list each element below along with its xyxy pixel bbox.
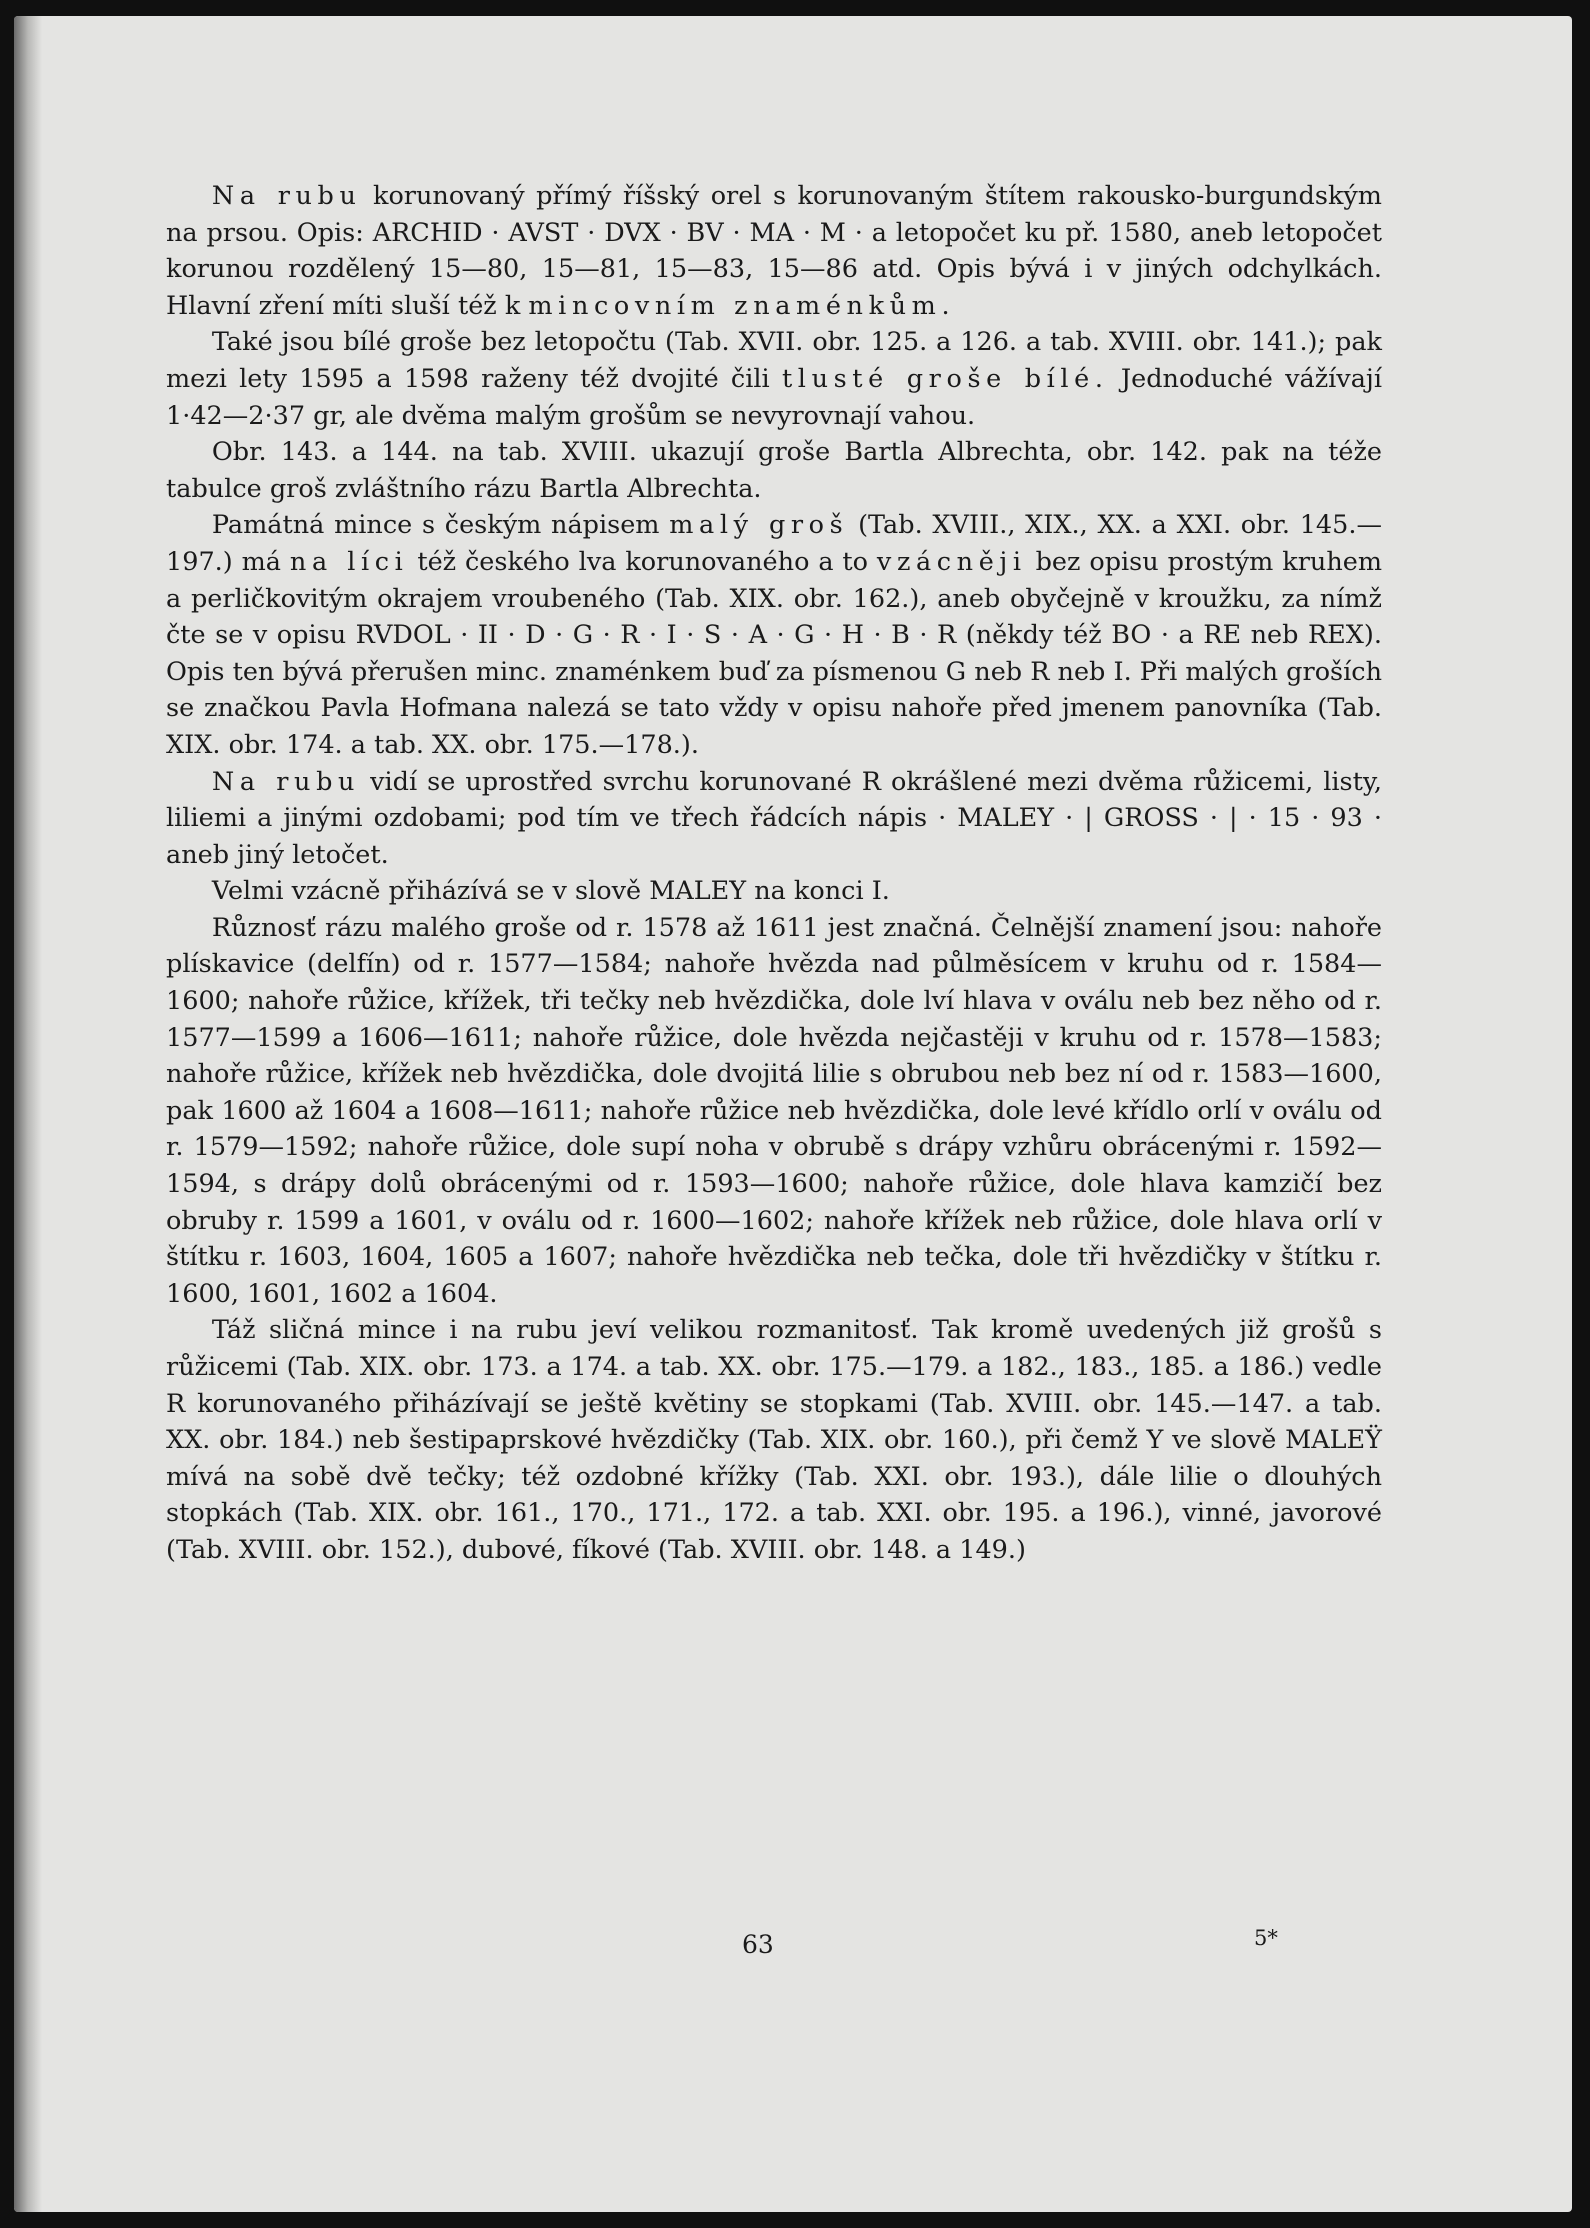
spaced-emphasis: vzácněji	[876, 546, 1027, 577]
body-text	[166, 178, 1382, 1569]
page-binding-shadow	[14, 16, 42, 2212]
book-page	[14, 16, 1572, 2212]
paragraph: Na rubu korunovaný přímý říšský orel s korunovaným štítem rakousko-burgundským na prsou. Opis: ARCHID · AVST · DVX · BV · MA · M · a letopočet ku př. 1580, aneb letopočet korunou rozdělený 15—80, 15—81, 15—83, 15—86 atd. Opis bývá i v jiných odchylkách. Hlavní zření míti sluší též k mincovním znaménkům.	[166, 181, 1382, 321]
paragraph: Památná mince s českým nápisem malý groš (Tab. XVIII., XIX., XX. a XXI. obr. 145.—197.) má na líci též českého lva korunovaného a to vzácněji bez opisu prostým kruhem a perličkovitým okrajem vroubeného (Tab. XIX. obr. 162.), aneb obyčejně v kroužku, za nímž čte se v opisu RVDOL · II · D · G · R · I · S · A · G · H · B · R (někdy též BO · a RE neb REX). Opis ten bývá přerušen minc. znaménkem buď za písmenou G neb R neb I. Při malých groších se značkou Pavla Hofmana nalezá se tato vždy v opisu nahoře před jmenem panovníka (Tab. XIX. obr. 174. a tab. XX. obr. 175.—178.).	[166, 510, 1383, 760]
paragraph: Táž sličná mince i na rubu jeví velikou rozmanitosť. Tak kromě uvedených již grošů s růžicemi (Tab. XIX. obr. 173. a 174. a tab. XX. obr. 175.—179. a 182., 183., 185. a 186.) vedle R korunovaného přiházívají se ještě květiny se stopkami (Tab. XVIII. obr. 145.—147. a tab. XX. obr. 184.) neb šestipaprskové hvězdičky (Tab. XIX. obr. 160.), při čemž Y ve slově MALEŸ mívá na sobě dvě tečky; též ozdobné křížky (Tab. XXI. obr. 193.), dále lilie o dlouhých stopkách (Tab. XIX. obr. 161., 170., 171., 172. a tab. XXI. obr. 195. a 196.), vinné, javorové (Tab. XVIII. obr. 152.), dubové, fíkové (Tab. XVIII. obr. 148. a 149.)	[166, 1315, 1382, 1565]
printer-signature-mark: 5*	[1254, 1926, 1278, 1950]
paragraph: Různosť rázu malého groše od r. 1578 až 1611 jest značná. Čelnější znamení jsou: nahoře plískavice (delfín) od r. 1577—1584; nahoře hvězda nad půlměsícem v kruhu od r. 1584—1600; nahoře růžice, křížek, tři tečky neb hvězdička, dole lví hlava v oválu neb bez něho od r. 1577—1599 a 1606—1611; nahoře růžice, dole hvězda nejčastěji v kruhu od r. 1578—1583; nahoře růžice, křížek neb hvězdička, dole dvojitá lilie s obrubou neb bez ní od r. 1583—1600, pak 1600 až 1604 a 1608—1611; nahoře růžice neb hvězdička, dole levé křídlo orlí v oválu od r. 1579—1592; nahoře růžice, dole supí noha v obrubě s drápy vzhůru obrácenými r. 1592—1594, s drápy dolů obrácenými od r. 1593—1600; nahoře růžice, dole hlava kamzičí bez obruby r. 1599 a 1601, v oválu od r. 1600—1602; nahoře křížek neb růžice, dole hlava orlí v štítku r. 1603, 1604, 1605 a 1607; nahoře hvězdička neb tečka, dole tři hvězdičky v štítku r. 1600, 1601, 1602 a 1604.	[166, 912, 1382, 1309]
spaced-emphasis: tlusté groše bílé.	[781, 363, 1109, 394]
spaced-emphasis: malý groš	[669, 510, 849, 541]
spaced-emphasis: na líci	[289, 546, 409, 577]
paragraph: Obr. 143. a 144. na tab. XVIII. ukazují groše Bartla Albrechta, obr. 142. pak na téže tabulce groš zvláštního rázu Bartla Albrechta.	[166, 437, 1382, 504]
page-footer	[14, 1926, 1572, 1970]
spaced-emphasis: Na rubu	[211, 181, 362, 211]
paragraph: Na rubu vidí se uprostřed svrchu korunované R okrášlené mezi dvěma růžicemi, listy, liliemi a jinými ozdobami; pod tím ve třech řádcích nápis · MALEY · | GROSS · | · 15 · 93 · aneb jiný letočet.	[166, 766, 1382, 870]
spaced-emphasis: mincovním znaménkům.	[528, 290, 956, 321]
paragraph: Také jsou bílé groše bez letopočtu (Tab. XVII. obr. 125. a 126. a tab. XVIII. obr. 141.); pak mezi lety 1595 a 1598 raženy též dvojité čili tlusté groše bílé. Jednoduché vážívají 1·42—2·37 gr, ale dvěma malým grošům se nevyrovnají vahou.	[166, 327, 1382, 431]
spaced-emphasis: Na rubu	[211, 766, 361, 797]
paragraph: Velmi vzácně přiházívá se v slově MALEY na konci I.	[211, 876, 890, 907]
page-number: 63	[742, 1930, 774, 1959]
